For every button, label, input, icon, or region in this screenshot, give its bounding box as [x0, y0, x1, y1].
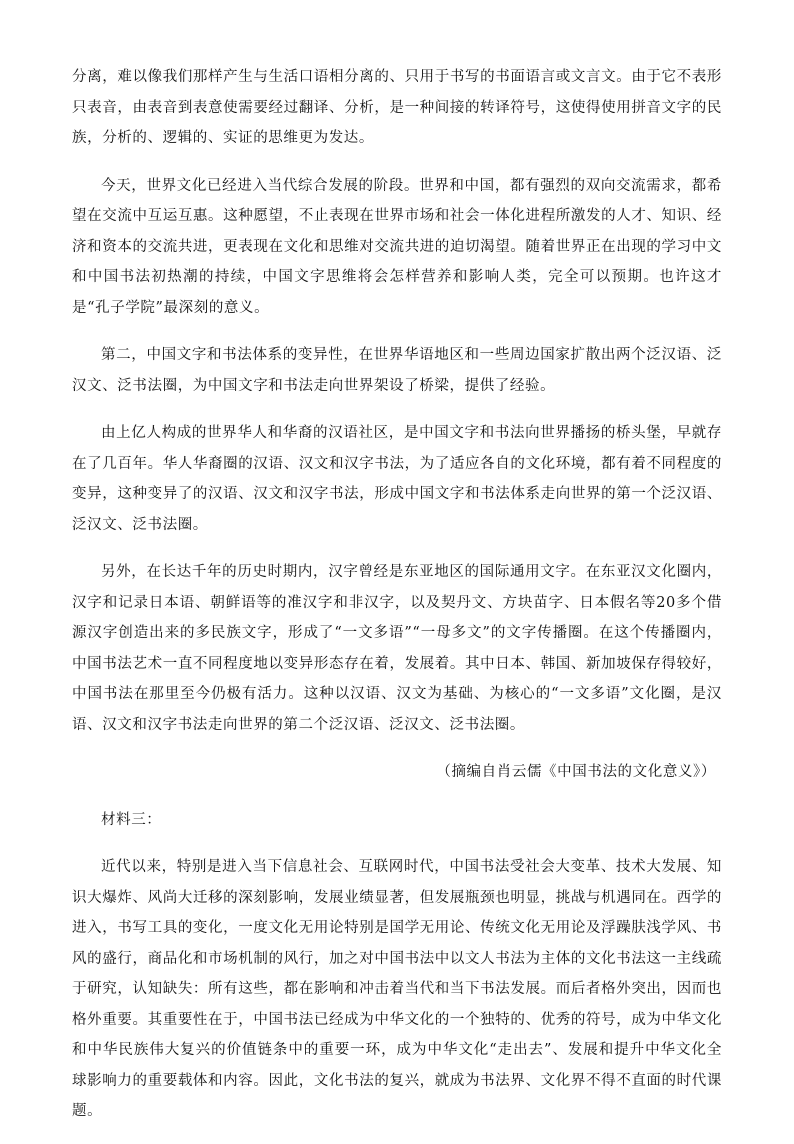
- document-body: [72, 62, 722, 1144]
- source-citation: （摘编自肖云儒《中国书法的文化意义》）: [436, 764, 716, 780]
- paragraph-modern-era: 近代以来，特别是进入当下信息社会、互联网时代，中国书法受社会大变革、技术大发展、知识大爆炸、风尚大迁移的深刻影响，发展业绩显著，但发展瓶颈也明显，挑战与机遇同在。西学的进入，书写工具的变化，一度文化无用论特别是国学无用论、传统文化无用论及浮躁肤浅学风、书风的盛行，商品化和市场机制的风行，加之对中国书法中以文人书法为主体的文化书法这一主线疏于研究，认知缺失：所有这些，都在影响和冲击着当代和当下书法发展。而后者格外突出，因而也格外重要。其重要性在于，中国书法已经成为中华文化的一个独特的、优秀的符号，成为中华文化和中华民族伟大复兴的价值链条中的重要一环，成为中华文化“走出去”、发展和提升中华文化全球影响力的重要载体和内容。因此，文化书法的复兴，就成为书法界、文化界不得不直面的时代课题。: [72, 859, 722, 1119]
- material-three-label: 材料三：: [101, 811, 162, 828]
- paragraph-east-asia: 另外，在长达千年的历史时期内，汉字曾经是东亚地区的国际通用文字。在东亚汉文化圈内，汉字和记录日本语、朝鲜语等的准汉字和非汉字，以及契丹文、方块苗字、日本假名等20多个借源汉字创造出来的多民族文字，形成了“一文多语”“一母多文”的文字传播圈。在这个传播圈内，中国书法艺术一直不同程度地以变异形态存在着，发展着。其中日本、韩国、新加坡保存得较好，中国书法在那里至今仍极有活力。这种以汉语、汉文为基础、为核心的“一文多语”文化圈，是汉语、汉文和汉字书法走向世界的第二个泛汉语、泛汉文、泛书法圈。: [72, 564, 722, 733]
- paragraph-second-point: 第二，中国文字和书法体系的变异性，在世界华语地区和一些周边国家扩散出两个泛汉语、泛汉文、泛书法圈，为中国文字和书法走向世界架设了桥梁，提供了经验。: [72, 347, 722, 394]
- paragraph-world-culture: 今天，世界文化已经进入当代综合发展的阶段。世界和中国，都有强烈的双向交流需求，都希望在交流中互运互惠。这种愿望，不止表现在世界市场和社会一体化进程所激发的人才、知识、经济和资本的交流共进，更表现在文化和思维对交流共进的迫切渴望。随着世界正在出现的学习中文和中国书法初热潮的持续，中国文字思维将会怎样营养和影响人类，完全可以预期。也许这才是“孔子学院”最深刻的意义。: [72, 177, 722, 316]
- paragraph-chinese-diaspora: 由上亿人构成的世界华人和华裔的汉语社区，是中国文字和书法向世界播扬的桥头堡，早就存在了几百年。华人华裔圈的汉语、汉文和汉字书法，为了适应各自的文化环境，都有着不同程度的变异，这种变异了的汉语、汉文和汉字书法，形成中国文字和书法体系走向世界的第一个泛汉语、泛汉文、泛书法圈。: [72, 425, 722, 533]
- paragraph-continuation: 分离，难以像我们那样产生与生活口语相分离的、只用于书写的书面语言或文言文。由于它不表形只表音，由表音到表意使需要经过翻译、分析，是一种间接的转译符号，这使得使用拼音文字的民族，分析的、逻辑的、实证的思维更为发达。: [72, 69, 722, 146]
